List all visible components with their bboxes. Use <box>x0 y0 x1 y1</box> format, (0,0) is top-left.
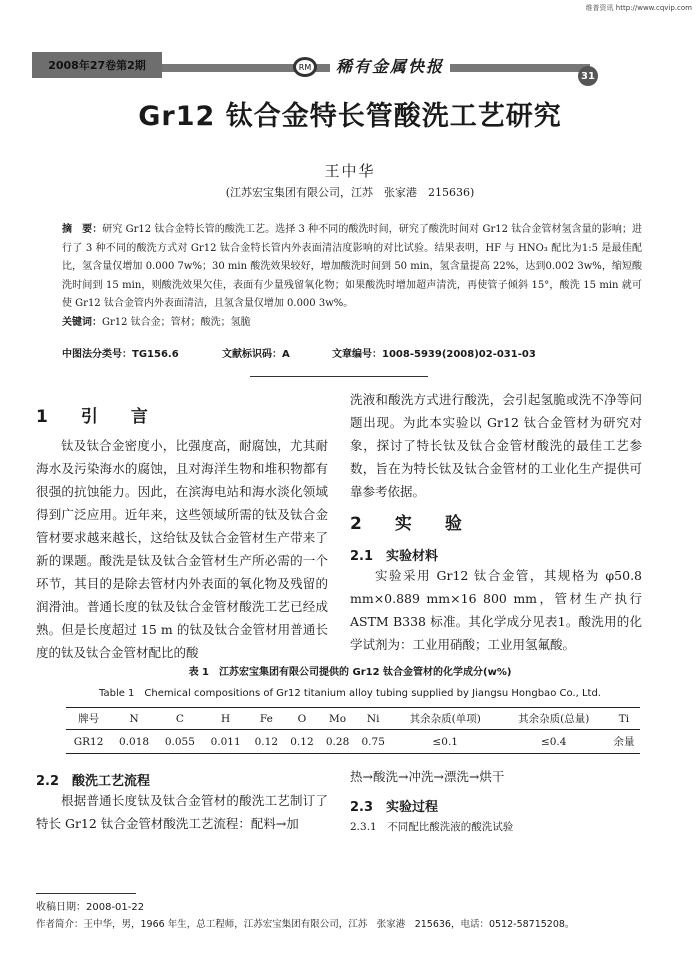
table-cell: 0.055 <box>164 735 195 748</box>
section2-heading: 2 实 验 <box>350 514 470 534</box>
keywords-label: 关键词： <box>62 316 102 328</box>
keywords-text: Gr12 钛合金；管材；酸洗；氢脆 <box>102 316 251 328</box>
table1 <box>66 707 640 754</box>
table-header-cell: Fe <box>249 708 285 730</box>
journal-name: 稀有金属快报 <box>330 54 450 77</box>
section2-1-body: 实验采用 Gr12 钛合金管，其规格为 φ50.8 mm×0.889 mm×16 800 mm，管材生产执行 ASTM B338 标准。其化学成分见表1。酸洗用的化学试剂为：工业用硝酸；工业用氢氟酸。 <box>350 568 642 652</box>
abstract-text: 研究 Gr12 钛合金特长管的酸洗工艺。选择 3 种不同的酸洗时间，研究了酸洗时间对 Gr12 钛合金管材氢含量的影响；进行了 3 种不同的酸洗方式对 Gr12 钛合金特长管内外表面清洁度影响的对比试验。结果表明，HF 与 HNO₃ 配比为1:5 是最佳配比，氢含量仅增加 0.000 7w%；30 min 酸洗效果较好，增加酸洗时间到 50 min，氢含量提高 22%，达到0.002 3w%，缩短酸洗时间到 15 min，则酸洗效果欠佳，表面有少量残留氧化物；如果酸洗时增加超声清洗，再使管子倾斜 15°，酸洗 15 min 就可使 Gr12 钛合金管内外表面清洁，且氢含量仅增加 0.000 3w%。 <box>62 224 643 309</box>
author: 王中华 <box>324 162 376 180</box>
table-header-cell: H <box>203 708 249 730</box>
table-cell: 0.018 <box>119 735 150 748</box>
clc-number: 中图法分类号：TG156.6 <box>62 349 179 360</box>
table1-caption-en: Table 1 Chemical compositions of Gr12 titanium alloy tubing supplied by Jiangsu Hongbao Co., Ltd. <box>99 688 601 699</box>
received-date: 收稿日期：2008-01-22 <box>36 902 145 913</box>
journal-logo-icon <box>292 56 318 78</box>
table-header-row <box>66 708 640 730</box>
paper-title: Gr12 钛合金特长管酸洗工艺研究 <box>138 101 562 132</box>
abstract-label: 摘 要： <box>62 224 103 235</box>
watermark: 维普资讯 http://www.cqvip.com <box>585 4 692 12</box>
page-number: 31 <box>578 66 598 86</box>
section2-2-heading: 2.2 酸洗工艺流程 <box>36 774 151 789</box>
footnote-rule <box>36 893 136 894</box>
doc-code: 文献标识码：A <box>222 349 290 360</box>
table-cell: 0.12 <box>254 735 279 748</box>
abstract-block <box>62 221 642 332</box>
section1-heading: 1 引 言 <box>36 407 156 427</box>
table-header-cell: 牌号 <box>66 708 111 730</box>
table-header-cell: Ni <box>355 708 391 730</box>
table-header-cell: O <box>284 708 320 730</box>
table-cell: ≤0.4 <box>540 735 567 748</box>
table-header-cell: Ti <box>608 708 640 730</box>
section2-2-continued: 热→酸洗→冲洗→漂洗→烘干 <box>350 769 505 784</box>
table-cell: 0.12 <box>290 735 314 748</box>
section2-2-body: 根据普通长度钛及钛合金管材的酸洗工艺制订了特长 Gr12 钛合金管材酸洗工艺流程：配料→加 <box>36 793 328 831</box>
table1-caption-cn: 表 1 江苏宏宝集团有限公司提供的 Gr12 钛合金管材的化学成分(w%) <box>188 667 512 678</box>
section2-3-heading: 2.3 实验过程 <box>350 800 439 815</box>
section1-body: 钛及钛合金密度小，比强度高，耐腐蚀，尤其耐海水及污染海水的腐蚀，且对海洋生物和堆积物都有很强的抗蚀能力。因此，在滨海电站和海水淡化领域得到广泛应用。近年来，这些领域所需的钛及钛合金管材要求越来越长，这给钛及钛合金管材生产带来了新的课题。酸洗是钛及钛合金管材生产所必需的一个环节，其目的是除去管材内外表面的氧化物及残留的润滑油。普通长度的钛及钛合金管材酸洗工艺已经成熟。但是长度超过 15 m 的钛及钛合金管材用普通长度的钛及钛合金管材配比的酸 <box>36 438 328 660</box>
table-cell: 0.75 <box>361 735 385 748</box>
author-bio: 作者简介：王中华，男，1966 年生，总工程师，江苏宏宝集团有限公司，江苏 张家港 215636，电话：0512-58715208。 <box>36 919 575 930</box>
table-header-cell: N <box>111 708 157 730</box>
volume-issue: 2008年27卷第2期 <box>32 52 162 78</box>
table-cell: GR12 <box>73 735 104 748</box>
table-header-cell: C <box>157 708 203 730</box>
svg-text:RM: RM <box>298 63 312 72</box>
affiliation: (江苏宏宝集团有限公司，江苏 张家港 215636) <box>225 186 475 199</box>
table-cell: 0.011 <box>210 735 241 748</box>
section2-1-heading: 2.1 实验材料 <box>350 549 439 564</box>
table-header-cell: 其余杂质(总量) <box>499 708 607 730</box>
article-number: 文章编号：1008-5939(2008)02-031-03 <box>332 349 536 360</box>
table-cell: ≤0.1 <box>432 735 458 748</box>
table-header-cell: 其余杂质(单项) <box>391 708 499 730</box>
separator-rule <box>250 376 428 377</box>
table-cell: 余量 <box>613 736 635 748</box>
table-cell: 0.28 <box>325 735 350 748</box>
section1-continued: 洗液和酸洗方式进行酸洗，会引起氢脆或洗不净等问题出现。为此本实验以 Gr12 钛合金管材为研究对象，探讨了特长钛及钛合金管材酸洗的最佳工艺参数，旨在为特长钛及钛合金管材的工业化生产提供可靠参考依据。 <box>350 392 642 499</box>
table-header-cell: Mo <box>320 708 356 730</box>
table-row <box>66 730 640 754</box>
section2-3-1-heading: 2.3.1 不同配比酸洗液的酸洗试验 <box>350 821 514 833</box>
